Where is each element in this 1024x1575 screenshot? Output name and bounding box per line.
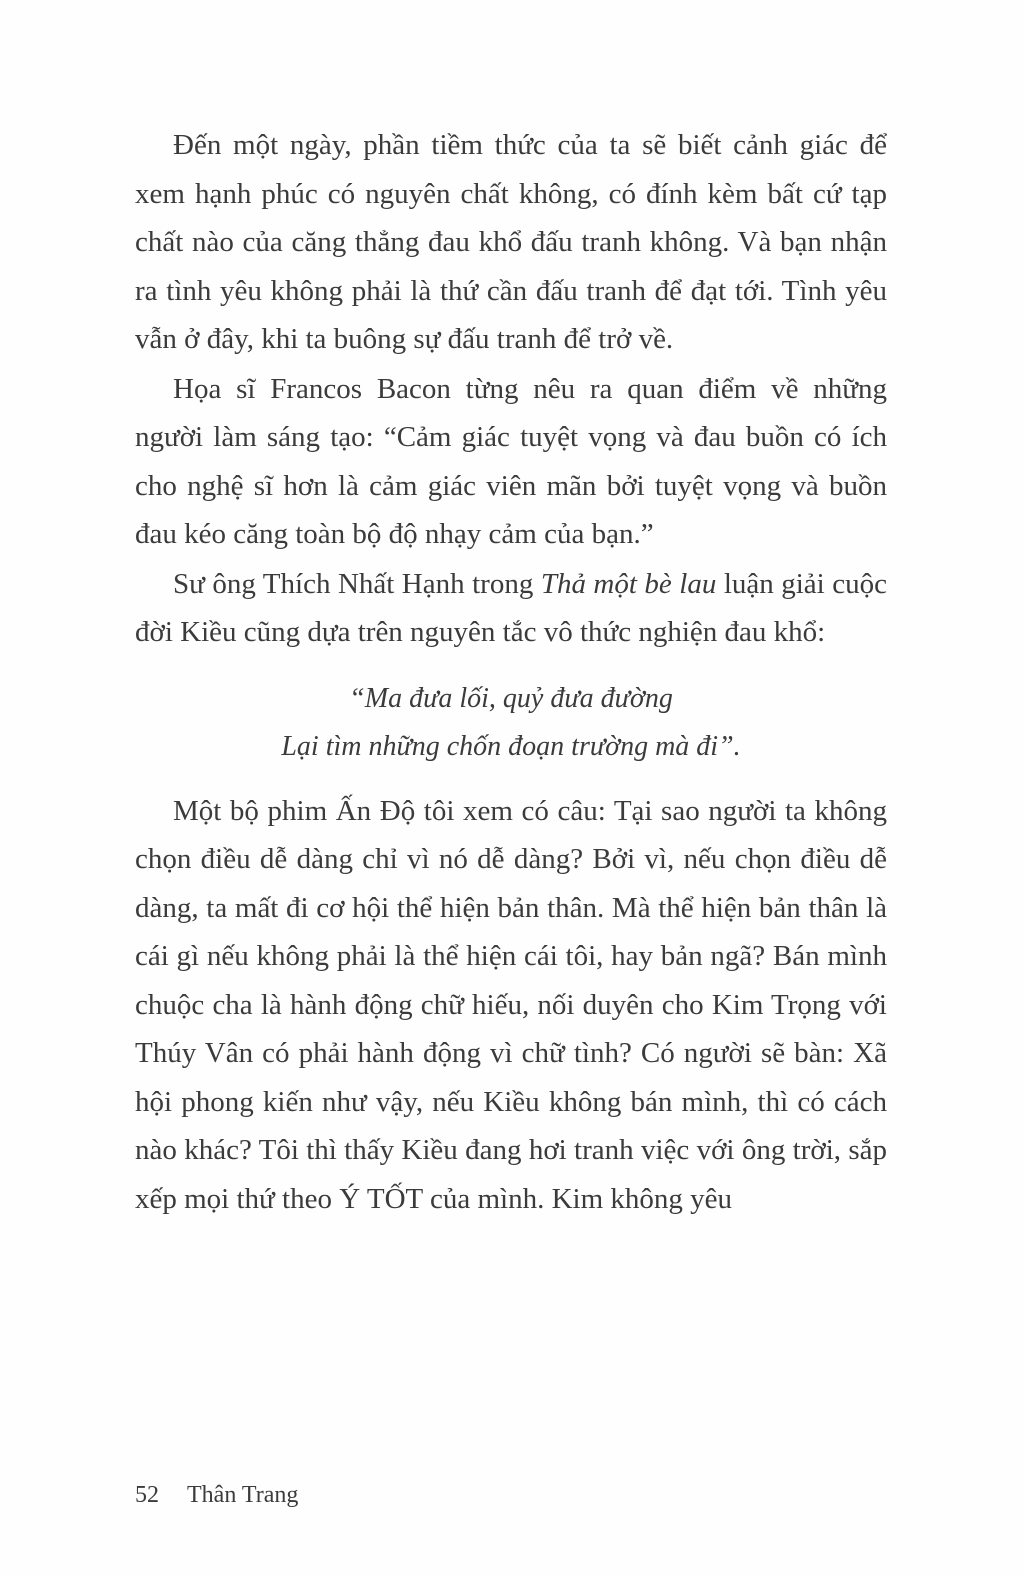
paragraph: Đến một ngày, phần tiềm thức của ta sẽ biết cảnh giác để xem hạnh phúc có nguyên chất không, có đính kèm bất cứ tạp chất nào của căng thẳng đau khổ đấu tranh không. Và bạn nhận ra tình yêu không phải là thứ cần đấu tranh để đạt tới. Tình yêu vẫn ở đây, khi ta buông sự đấu tranh để trở về. <box>135 129 887 355</box>
paragraph <box>135 560 887 657</box>
paragraph-text: luận giải cuộc đời Kiều cũng dựa trên nguyên tắc vô thức nghiện đau khổ: <box>135 567 887 648</box>
running-title: Thân Trang <box>187 1482 299 1508</box>
paragraph: Một bộ phim Ấn Độ tôi xem có câu: Tại sao người ta không chọn điều dễ dàng chỉ vì nó dễ dàng? Bởi vì, nếu chọn điều dễ dàng, ta mất đi cơ hội thể hiện bản thân. Mà thể hiện bản thân là cái gì nếu không phải là thể hiện cái tôi, hay bản ngã? Bán mình chuộc cha là hành động chữ hiếu, nối duyên cho Kim Trọng với Thúy Vân có phải hành động vì chữ tình? Có người sẽ bàn: Xã hội phong kiến như vậy, nếu Kiều không bán mình, thì có cách nào khác? Tôi thì thấy Kiều đang hơi tranh việc với ông trời, sắp xếp mọi thứ theo Ý TỐT của mình. Kim không yêu <box>135 794 887 1215</box>
page-number: 52 <box>135 1482 159 1508</box>
paragraph: Họa sĩ Francos Bacon từng nêu ra quan điểm về những người làm sáng tạo: “Cảm giác tuyệt vọng và đau buồn có ích cho nghệ sĩ hơn là cảm giác viên mãn bởi tuyệt vọng và buồn đau kéo căng toàn bộ độ nhạy cảm của bạn.” <box>135 372 887 550</box>
verse-quote <box>135 675 887 771</box>
page-text-block <box>135 121 887 1223</box>
page-footer <box>135 1482 298 1509</box>
verse-line: “Ma đưa lối, quỷ đưa đường <box>349 682 673 714</box>
paragraph-text: Sư ông Thích Nhất Hạnh trong <box>173 567 541 600</box>
verse-line: Lại tìm những chốn đoạn trường mà đi”. <box>281 730 741 762</box>
book-title-italic: Thả một bè lau <box>540 567 717 600</box>
